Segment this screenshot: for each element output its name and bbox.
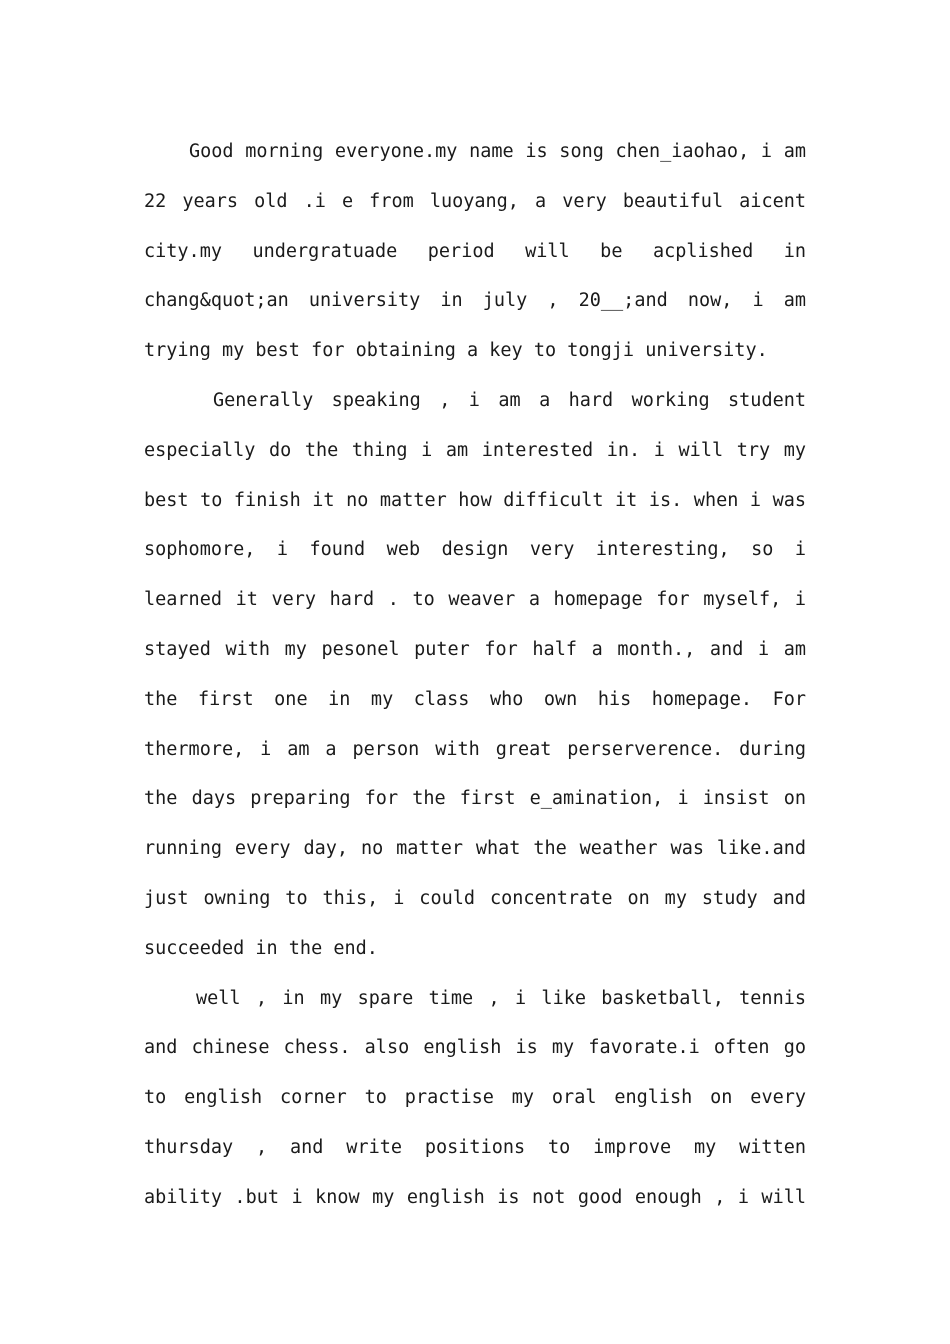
text-line: the first one in my class who own his homepage. For (144, 688, 806, 710)
paragraph-work-ethic (144, 376, 806, 974)
text-line: ability .but i know my english is not good enough , i will (144, 1186, 806, 1208)
text-line: especially do the thing i am interested in. i will try my (144, 439, 806, 461)
text-line: trying my best for obtaining a key to tongji university. (144, 340, 768, 362)
text-line: Generally speaking , i am a hard working student (213, 389, 806, 411)
text-line: just owning to this, i could concentrate on my study and (144, 887, 806, 909)
paragraph-hobbies (144, 974, 806, 1223)
text-line: Good morning everyone.my name is song chen_iaohao, i am (189, 141, 806, 162)
paragraph-introduction (144, 127, 806, 376)
text-line: running every day, no matter what the weather was like.and (144, 838, 806, 860)
document-body (144, 127, 806, 1223)
text-line: to english corner to practise my oral english on every (144, 1087, 806, 1109)
text-line: learned it very hard . to weaver a homepage for myself, i (144, 589, 806, 611)
text-line: 22 years old .i e from luoyang, a very beautiful aicent (144, 190, 806, 212)
text-line: the days preparing for the first e_amination, i insist on (144, 788, 806, 810)
text-line: stayed with my pesonel puter for half a month., and i am (144, 638, 806, 660)
text-line: and chinese chess. also english is my favorate.i often go (144, 1037, 806, 1059)
text-line: thermore, i am a person with great perserverence. during (144, 738, 806, 760)
text-line: succeeded in the end. (144, 937, 378, 959)
text-line: city.my undergratuade period will be acplished in (144, 240, 806, 262)
text-line: best to finish it no matter how difficult it is. when i was (144, 489, 806, 511)
text-line: sophomore, i found web design very interesting, so i (144, 539, 806, 561)
text-line: chang&quot;an university in july , 20__;and now, i am (144, 290, 806, 312)
text-line: thursday , and write positions to improve my witten (144, 1136, 806, 1158)
text-line: well , in my spare time , i like basketball, tennis (196, 987, 806, 1009)
